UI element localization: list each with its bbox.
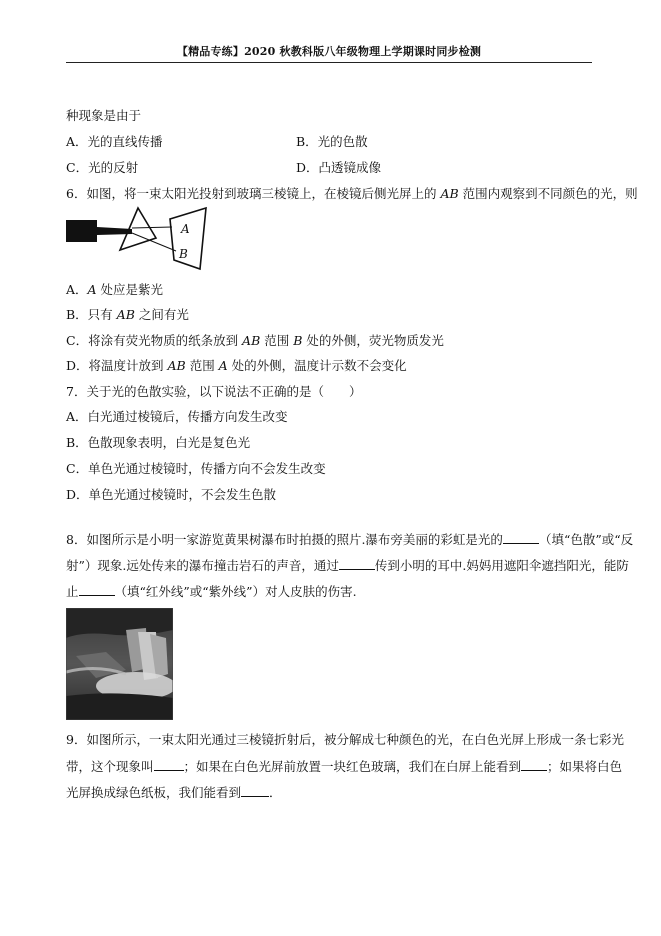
q5-option-d: D．凸透镜成像	[296, 160, 382, 175]
q8-line-3: 止 （填“红外线”或“紫外线”）对人皮肤的伤害.	[66, 584, 357, 599]
q7-option-d: D．单色光通过棱镜时，不会发生色散	[66, 487, 277, 502]
waterfall-photo	[66, 608, 173, 720]
q8-blank-2[interactable]	[339, 557, 375, 570]
q9-blank-1[interactable]	[154, 758, 184, 771]
q7-stem: 7．关于光的色散实验，以下说法不正确的是（ ）	[66, 384, 362, 399]
figure-label-a: A	[181, 222, 190, 236]
q5-option-c: C．光的反射	[66, 160, 139, 175]
q9-line-2: 带，这个现象叫 ；如果在白色光屏前放置一块红色玻璃，我们在白屏上能看到 ；如果将白色	[66, 759, 623, 774]
q9-line-3: 光屏换成绿色纸板，我们能看到 ．	[66, 785, 282, 800]
prism-figure	[66, 206, 212, 272]
q8-line-2: 射”）现象.远处传来的瀑布撞击岩石的声音，通过 传到小明的耳中.妈妈用遮阳伞遮挡阳光，能防	[66, 558, 629, 573]
header-divider	[66, 62, 592, 63]
q5-option-a: A．光的直线传播	[66, 134, 163, 149]
q6-stem: 6．如图，将一束太阳光投射到玻璃三棱镜上，在棱镜后侧光屏上的 AB 范围内观察到不同颜色的光，则	[66, 186, 638, 201]
light-screen	[170, 208, 206, 269]
q6-option-b: B．只有 AB 之间有光	[66, 307, 189, 322]
page-header: 【精品专练】2020 秋教科版八年级物理上学期课时同步检测	[176, 45, 482, 58]
q7-option-b: B．色散现象表明，白光是复色光	[66, 435, 251, 450]
q6-option-d: D．将温度计放到 AB 范围 A 处的外侧，温度计示数不会变化	[66, 358, 407, 373]
q6-option-a: A．A 处应是紫光	[66, 282, 164, 297]
q8-blank-3[interactable]	[79, 583, 115, 596]
q5-option-b: B．光的色散	[296, 134, 368, 149]
q9-blank-3[interactable]	[241, 784, 269, 797]
q5-stem-tail: 种现象是由于	[66, 108, 142, 123]
q9-line-1: 9．如图所示，一束太阳光通过三棱镜折射后，被分解成七种颜色的光，在白色光屏上形成一条七彩光	[66, 732, 624, 747]
figure-label-b: B	[179, 247, 188, 261]
q8-line-1: 8．如图所示是小明一家游览黄果树瀑布时拍摄的照片.瀑布旁美丽的彩虹是光的 （填“色散”或“反	[66, 532, 634, 547]
q7-option-c: C．单色光通过棱镜时，传播方向不会发生改变	[66, 461, 326, 476]
q6-option-c: C．将涂有荧光物质的纸条放到 AB 范围 B 处的外侧，荧光物质发光	[66, 333, 444, 348]
light-source-tube	[66, 220, 96, 242]
q7-option-a: A．白光通过棱镜后，传播方向发生改变	[66, 409, 288, 424]
q9-blank-2[interactable]	[521, 758, 547, 771]
q8-blank-1[interactable]	[503, 531, 539, 544]
